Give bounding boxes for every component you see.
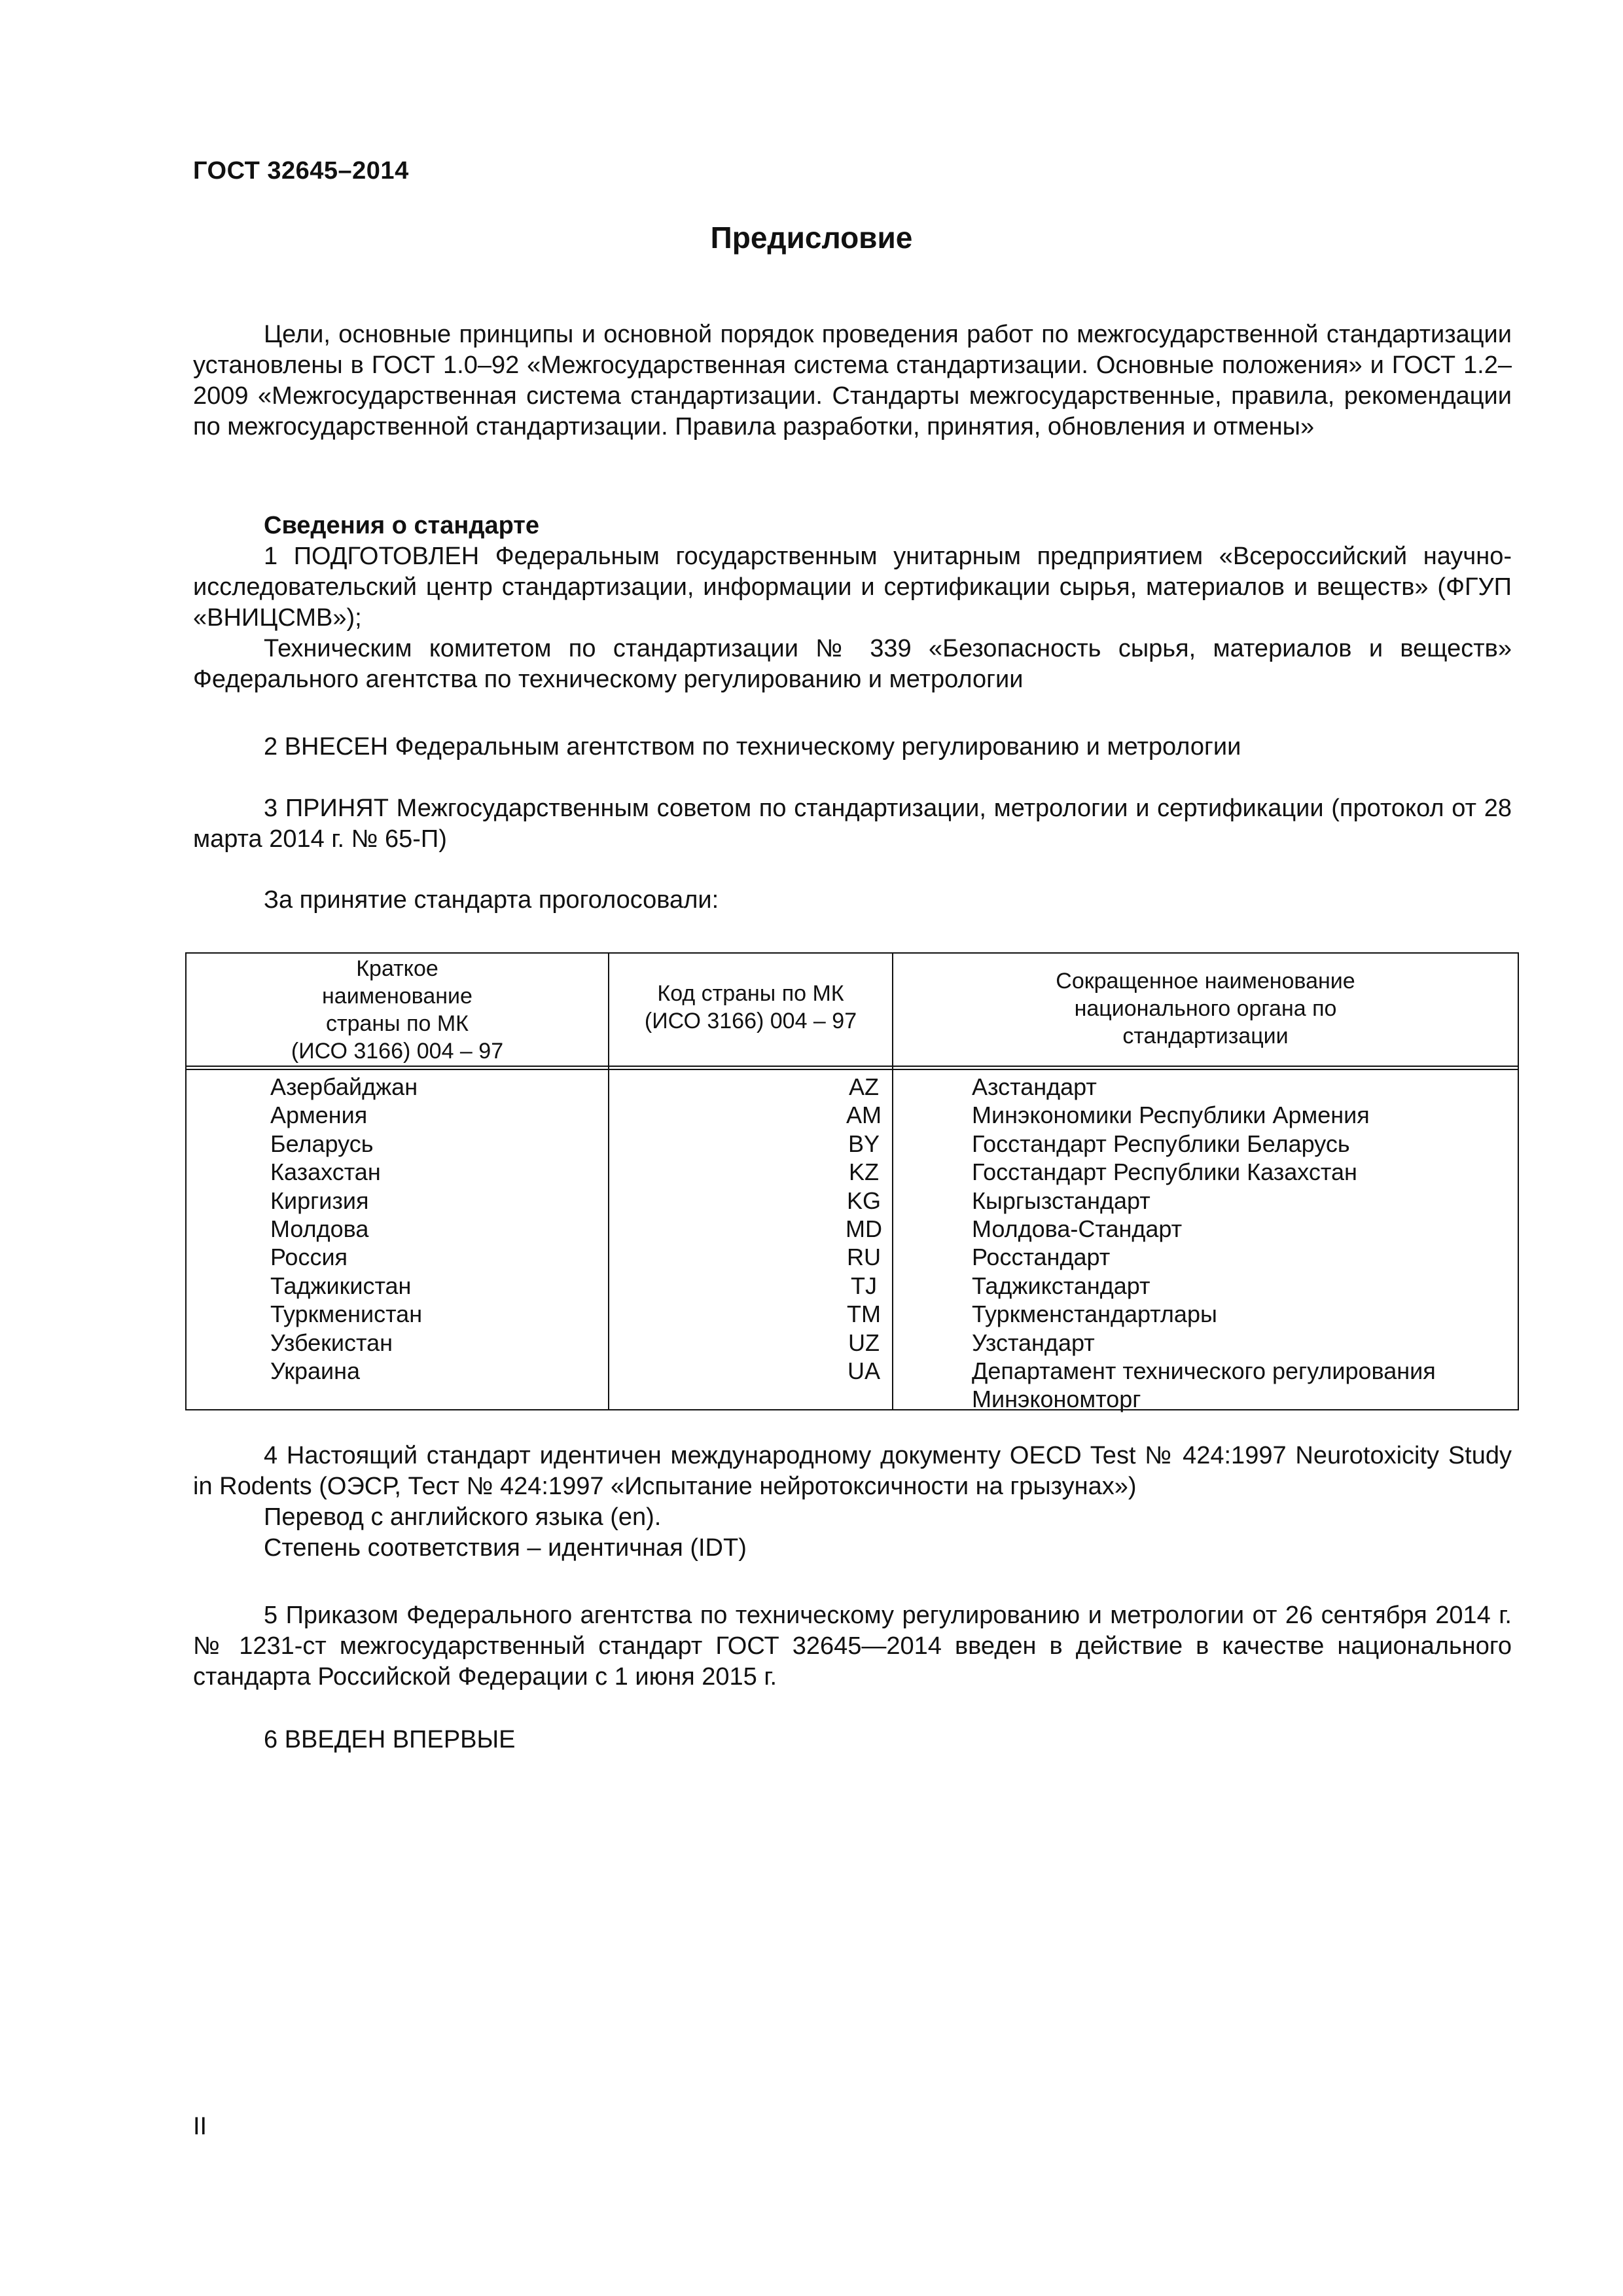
voted-text: За принятие стандарта проголосовали: [264, 886, 719, 914]
code-cell: UZ [848, 1329, 880, 1356]
country-cell: Азербайджан [270, 1073, 418, 1100]
item-2-section [193, 732, 1512, 762]
item-3-section [193, 793, 1512, 855]
table-header-country [187, 955, 608, 1065]
header-line: национального органа по [1074, 996, 1337, 1021]
table-header-rule [187, 1066, 1518, 1067]
country-cell: Беларусь [270, 1130, 374, 1157]
item-4-section [193, 1441, 1512, 1564]
country-cell: Казахстан [270, 1158, 381, 1186]
header-line: Сокращенное наименование [1056, 969, 1355, 994]
code-cell: RU [847, 1244, 881, 1271]
body-cell: Туркменстандартлары [972, 1300, 1217, 1328]
code-cell: AZ [848, 1073, 879, 1100]
item-4-identical: 4 Настоящий стандарт идентичен международному документу OECD Test № 424:1997 Neurotoxicity Study in Rodents (ОЭСР, Тест № 424:1997 «Испытание нейротоксичности на грызунах») [193, 1442, 1512, 1500]
item-1-committee: Техническим комитетом по стандартизации № 339 «Безопасность сырья, материалов и веществ» Федерального агентства по техническому регулированию и метрологии [193, 635, 1512, 693]
country-cell: Украина [270, 1357, 361, 1385]
document-code-header: ГОСТ 32645–2014 [193, 157, 409, 185]
code-cell: MD [846, 1215, 882, 1243]
body-column [972, 1073, 1436, 1414]
page-title: Предисловие [710, 221, 913, 255]
item-3-adopted: 3 ПРИНЯТ Межгосударственным советом по стандартизации, метрологии и сертификации (протокол от 28 марта 2014 г. № 65-П) [193, 795, 1512, 853]
item-6-section [193, 1725, 1512, 1755]
body-cell: Таджикстандарт [972, 1272, 1150, 1299]
voted-section [193, 885, 1512, 916]
body-cell: Госстандарт Республики Беларусь [972, 1130, 1350, 1157]
page-number: II [193, 2113, 207, 2140]
intro-section [193, 319, 1512, 442]
country-cell: Узбекистан [270, 1329, 393, 1356]
table-header-code [609, 980, 892, 1035]
country-cell: Туркменистан [270, 1300, 423, 1328]
body-cell: Департамент технического регулирования [972, 1357, 1436, 1385]
country-column [270, 1073, 422, 1385]
body-cell: Кыргызстандарт [972, 1187, 1150, 1214]
code-cell: TM [847, 1300, 881, 1328]
header-line: стандартизации [1122, 1024, 1289, 1049]
body-cell: Азстандарт [972, 1073, 1097, 1100]
country-cell: Армения [270, 1102, 368, 1129]
code-cell: TJ [851, 1272, 877, 1299]
header-line: Код страны по МК [657, 981, 844, 1006]
table-header-body [893, 967, 1518, 1050]
country-cell: Молдова [270, 1215, 369, 1243]
country-cell: Таджикистан [270, 1272, 412, 1299]
body-cell: Госстандарт Республики Казахстан [972, 1158, 1357, 1186]
item-6-first-introduced: 6 ВВЕДЕН ВПЕРВЫЕ [264, 1726, 516, 1753]
standard-info-section [193, 511, 1512, 695]
header-line: Краткое [356, 956, 438, 981]
table-header-rule [187, 1069, 1518, 1070]
country-cell: Киргизия [270, 1187, 369, 1214]
body-cell: Росстандарт [972, 1244, 1111, 1271]
header-line: (ИСО 3166) 004 – 97 [644, 1009, 857, 1033]
code-column [808, 1073, 919, 1385]
body-cell: Молдова-Стандарт [972, 1215, 1183, 1243]
header-line: наименование [322, 984, 473, 1009]
item-1-prepared: 1 ПОДГОТОВЛЕН Федеральным государственным унитарным предприятием «Всероссийский научно-исследовательский центр стандартизации, информации и сертификации сырья, материалов и веществ» (ФГУП «ВНИЦСМВ»); [193, 543, 1512, 632]
code-cell: UA [847, 1357, 880, 1385]
code-cell: KG [846, 1187, 881, 1214]
item-5-order: 5 Приказом Федерального агентства по техническому регулированию и метрологии от 26 сентября 2014 г. № 1231-ст межгосударственный стандарт ГОСТ 32645—2014 введен в действие в качестве национального стандарта Российской Федерации с 1 июня 2015 г. [193, 1602, 1512, 1691]
body-cell: Узстандарт [972, 1329, 1095, 1356]
header-line: (ИСО 3166) 004 – 97 [291, 1039, 504, 1064]
body-cell: Минэкономторг [972, 1386, 1141, 1413]
item-4-degree: Степень соответствия – идентичная (IDT) [264, 1534, 747, 1562]
country-cell: Россия [270, 1244, 348, 1271]
standard-info-heading: Сведения о стандарте [264, 512, 540, 539]
code-cell: KZ [848, 1158, 879, 1186]
intro-paragraph: Цели, основные принципы и основной порядок проведения работ по межгосударственной стандартизации установлены в ГОСТ 1.0–92 «Межгосударственная система стандартизации. Основные положения» и ГОСТ 1.2–2009 «Межгосударственная система стандартизации. Стандарты межгосударственные, правила, рекомендации по межгосударственной стандартизации. Правила разработки, принятия, обновления и отмены» [193, 321, 1512, 440]
code-cell: AM [846, 1102, 882, 1129]
code-cell: BY [847, 1130, 880, 1157]
item-5-section [193, 1600, 1512, 1693]
body-cell: Минэкономики Республики Армения [972, 1102, 1370, 1129]
voting-table [185, 952, 1519, 1413]
item-2-introduced: 2 ВНЕСЕН Федеральным агентством по техническому регулированию и метрологии [264, 733, 1241, 761]
item-4-translation: Перевод с английского языка (en). [264, 1503, 662, 1531]
header-line: страны по МК [326, 1011, 469, 1036]
